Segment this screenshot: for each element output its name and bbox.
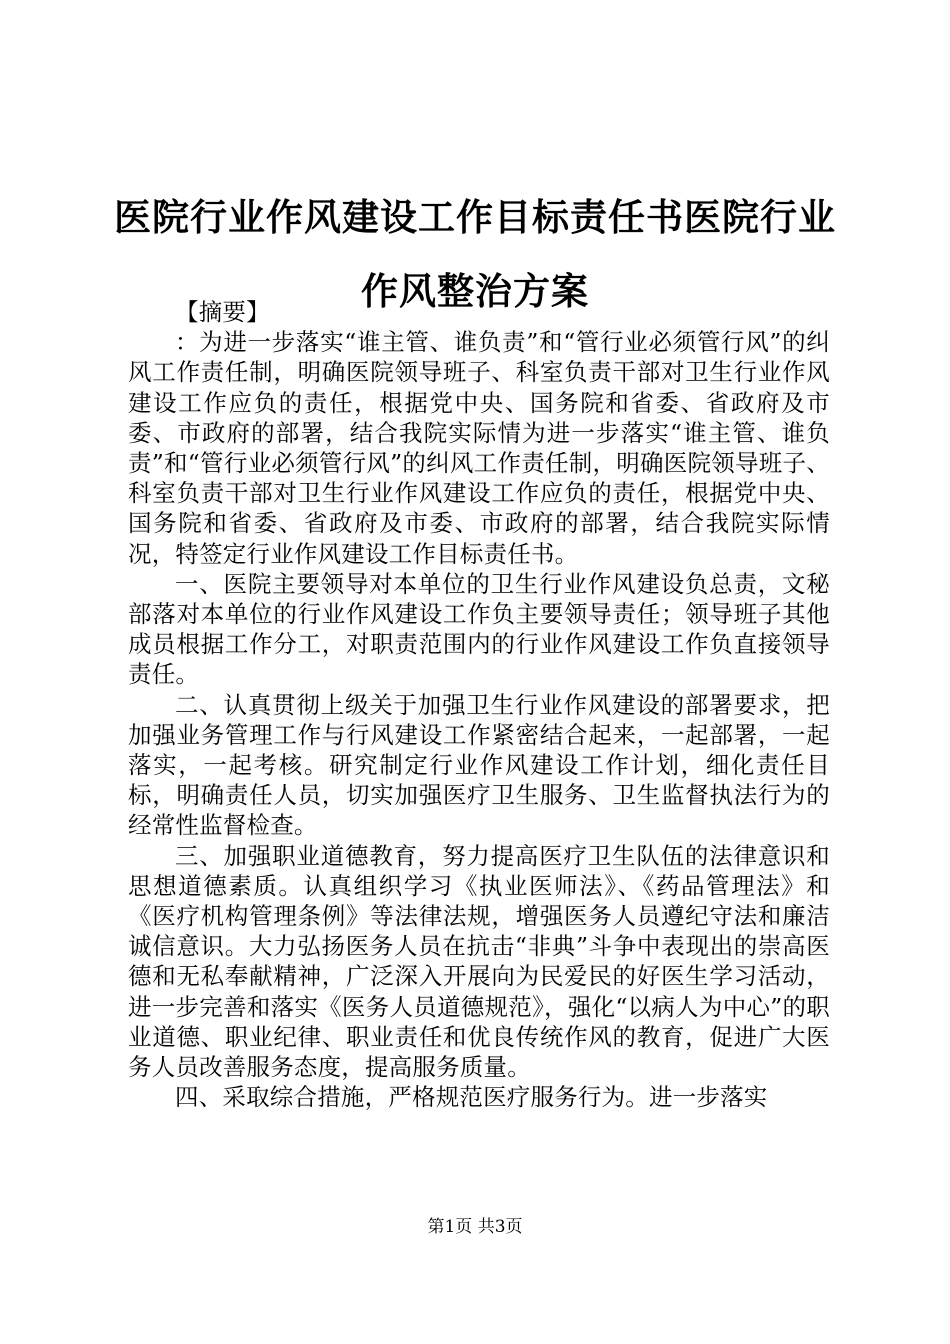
section-two-paragraph: 二、认真贯彻上级关于加强卫生行业作风建设的部署要求，把加强业务管理工作与行风建设工作紧密结合起来，一起部署，一起落实，一起考核。研究制定行业作风建设工作计划，细化责任目标，明确责任人员，切实加强医疗卫生服务、卫生监督执法行为的经常性监督检查。 [128, 690, 830, 840]
section-one-paragraph: 一、医院主要领导对本单位的卫生行业作风建设负总责，文秘部落对本单位的行业作风建设工作负主要领导责任；领导班子其他成员根据工作分工，对职责范围内的行业作风建设工作负直接领导责任。 [128, 569, 830, 689]
document-title: 医院行业作风建设工作目标责任书医院行业作风整治方案 [114, 195, 836, 313]
page-number-footer: 第1页 共3页 [427, 1217, 523, 1237]
section-four-paragraph: 四、采取综合措施，严格规范医疗服务行为。进一步落实 [175, 1083, 768, 1112]
section-three-paragraph: 三、加强职业道德教育，努力提高医疗卫生队伍的法律意识和思想道德素质。认真组织学习《执业医师法》、《药品管理法》和《医疗机构管理条例》等法律法规，增强医务人员遵纪守法和廉洁诚信意识。大力弘扬医务人员在抗击“非典”斗争中表现出的崇高医德和无私奉献精神，广泛深入开展向为民爱民的好医生学习活动，进一步完善和落实《医务人员道德规范》，强化“以病人为中心”的职业道德、职业纪律、职业责任和优良传统作风的教育，促进广大医务人员改善服务态度，提高服务质量。 [128, 841, 830, 1082]
abstract-label: 【摘要】 [175, 298, 270, 326]
abstract-paragraph: ：为进一步落实“谁主管、谁负责”和“管行业必须管行风”的纠风工作责任制，明确医院领导班子、科室负责干部对卫生行业作风建设工作应负的责任，根据党中央、国务院和省委、省政府及市委、市政府的部署，结合我院实际情为进一步落实“谁主管、谁负责”和“管行业必须管行风”的纠风工作责任制，明确医院领导班子、科室负责干部对卫生行业作风建设工作应负的责任，根据党中央、国务院和省委、省政府及市委、市政府的部署，结合我院实际情况，特签定行业作风建设工作目标责任书。 [128, 328, 830, 568]
document-body [128, 297, 830, 1112]
